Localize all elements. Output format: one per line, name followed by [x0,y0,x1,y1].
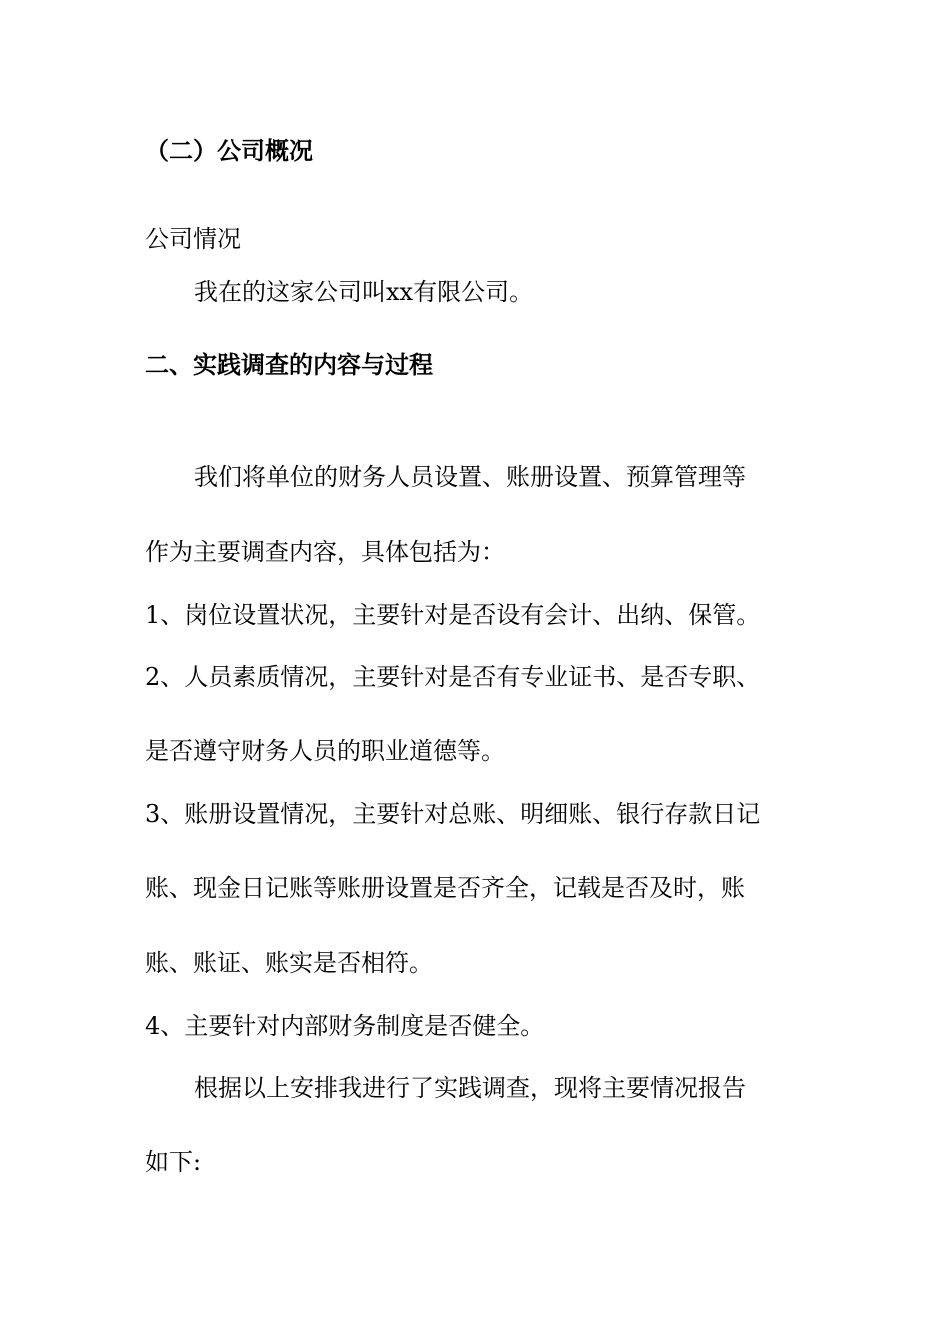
list-item-3-line-2: 账、现金日记账等账册设置是否齐全，记载是否及时，账 [145,874,745,902]
list-item-1: 1、岗位设置状况，主要针对是否设有会计、出纳、保管。 [145,601,761,629]
list-item-4: 4、主要针对内部财务制度是否健全。 [145,1012,545,1040]
list-item-3-line-1: 3、账册设置情况，主要针对总账、明细账、银行存款日记 [145,800,761,828]
conclusion-line-1: 根据以上安排我进行了实践调查，现将主要情况报告 [194,1074,746,1102]
list-item-2-line-2: 是否遵守财务人员的职业道德等。 [145,737,505,765]
section-heading-company-overview: （二）公司概况 [145,136,313,165]
section-heading-practice: 二、实践调查的内容与过程 [145,350,433,379]
intro-paragraph-line-2: 作为主要调查内容，具体包括为： [145,538,505,566]
company-info-label: 公司情况 [145,225,241,253]
list-item-2-line-1: 2、人员素质情况，主要针对是否有专业证书、是否专职、 [145,663,761,691]
intro-paragraph-line-1: 我们将单位的财务人员设置、账册设置、预算管理等 [194,463,746,491]
conclusion-line-2: 如下: [145,1148,202,1176]
list-item-3-line-3: 账、账证、账实是否相符。 [145,949,433,977]
company-info-text: 我在的这家公司叫xx有限公司。 [194,278,534,306]
